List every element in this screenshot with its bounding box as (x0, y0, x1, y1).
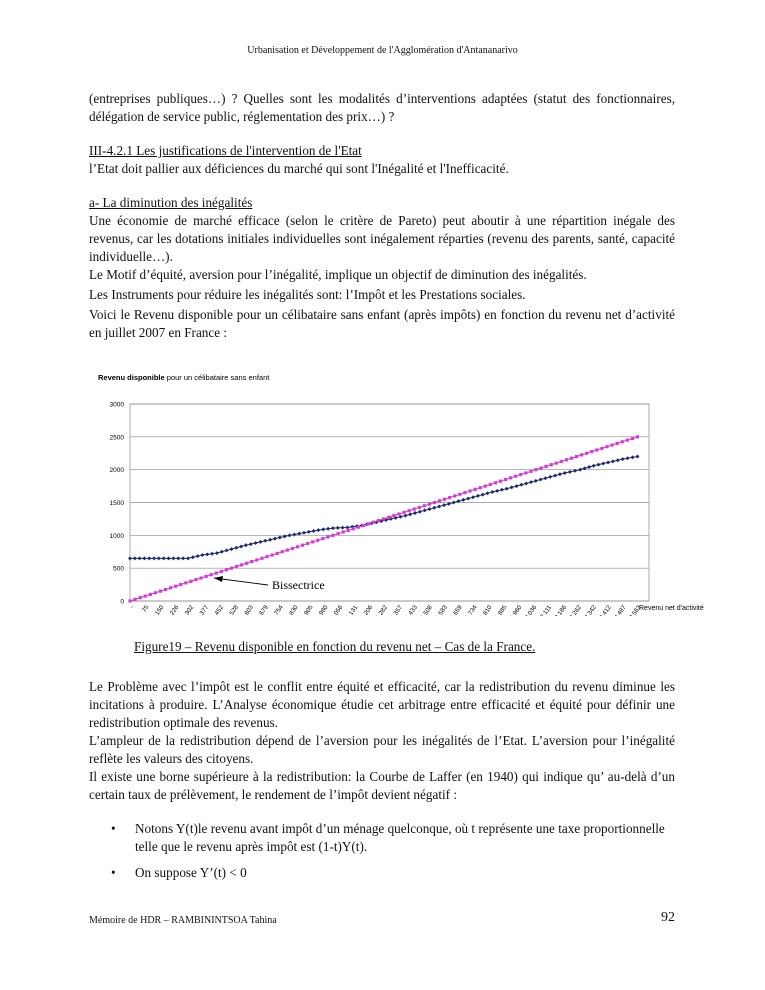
data-point-bissectrice (382, 517, 385, 520)
data-point-bissectrice (610, 443, 613, 446)
data-point-bissectrice (443, 498, 446, 501)
data-point-bissectrice (423, 504, 426, 507)
data-point-bissectrice (362, 524, 365, 527)
data-point-bissectrice (260, 557, 263, 560)
data-point-bissectrice (210, 573, 213, 576)
section-text: l’Etat doit pallier aux déficiences du marché qui sont l'Inégalité et l'Inefficacité. (89, 161, 509, 176)
data-point-bissectrice (387, 516, 390, 519)
x-tick-label: 603 (243, 604, 255, 616)
x-tick-label: 2 186 (553, 604, 569, 616)
data-point-bissectrice (509, 476, 512, 479)
data-point-bissectrice (626, 439, 629, 442)
data-point-bissectrice (565, 458, 568, 461)
data-point-bissectrice (616, 442, 619, 445)
y-tick-label: 1000 (109, 532, 124, 540)
data-point-bissectrice (519, 473, 522, 476)
list-item-text: On suppose Y’(t) < 0 (135, 865, 247, 880)
data-point-bissectrice (418, 506, 421, 509)
annotation-bissectrice: Bissectrice (272, 578, 325, 592)
x-tick-label: 1 206 (359, 604, 375, 616)
data-point-bissectrice (605, 445, 608, 448)
data-point-bissectrice (621, 440, 624, 443)
income-chart (92, 366, 712, 616)
data-point-bissectrice (473, 488, 476, 491)
bullet-marker: • (111, 865, 116, 880)
paragraph-aversion: L’ampleur de la redistribution dépend de l’aversion pour les inégalités de l’Etat. L’aversion pour l’inégalité reflète les valeurs des citoyens. (89, 733, 675, 766)
x-tick-label: 1 810 (478, 604, 494, 616)
data-point-bissectrice (276, 552, 279, 555)
laffer-block (89, 678, 675, 804)
data-point-bissectrice (245, 562, 248, 565)
x-tick-label: 980 (317, 604, 330, 616)
data-point-bissectrice (179, 583, 182, 586)
x-tick-label: - (128, 604, 136, 610)
intro-paragraph: (entreprises publiques…) ? Quelles sont les modalités d’interventions adaptées (statut des fonctionnaires, délégation de service public, réglementation des prix…) ? (89, 91, 675, 124)
x-tick-label: 302 (183, 604, 196, 616)
data-point-bissectrice (458, 493, 461, 496)
figure-caption: Figure19 – Revenu disponible en fonction du revenu net – Cas de la France. (134, 639, 536, 654)
data-point-bissectrice (270, 553, 273, 556)
data-point-bissectrice (144, 594, 147, 597)
x-tick-label: 2 036 (523, 604, 539, 616)
x-tick-label: 226 (168, 604, 181, 616)
paragraph-instruments: Les Instruments pour réduire les inégalités sont: l’Impôt et les Prestations sociales. (89, 287, 526, 302)
data-point-bissectrice (585, 452, 588, 455)
x-tick-label: 1 734 (463, 604, 479, 616)
data-point-bissectrice (235, 565, 238, 568)
x-tick-label: 2 262 (568, 604, 583, 616)
data-point-bissectrice (250, 560, 253, 563)
data-point-bissectrice (560, 460, 563, 463)
data-point-bissectrice (321, 537, 324, 540)
x-tick-label: 830 (288, 604, 300, 616)
data-point-bissectrice (225, 568, 228, 571)
x-tick-label: 1 960 (508, 604, 524, 616)
data-point-bissectrice (189, 580, 192, 583)
data-point-bissectrice (194, 578, 197, 581)
data-point-bissectrice (306, 542, 309, 545)
data-point-bissectrice (347, 529, 350, 532)
data-point-bissectrice (453, 494, 456, 497)
data-point-bissectrice (555, 462, 558, 465)
data-point-bissectrice (504, 478, 507, 481)
data-point-bissectrice (575, 455, 578, 458)
y-tick-label: 0 (120, 598, 124, 606)
data-point-bissectrice (600, 447, 603, 450)
x-tick-label: 1 131 (344, 604, 360, 616)
section-heading: III-4.2.1 Les justifications de l'intervention de l'Etat (89, 143, 362, 158)
data-point-bissectrice (174, 585, 177, 588)
data-point-bissectrice (408, 509, 411, 512)
data-point-bissectrice (184, 581, 187, 584)
list-item-text: Notons Y(t)le revenu avant impôt d’un ménage quelconque, où t représente une taxe proportionnelle telle que le revenu après impôt est (1-t)Y(t). (135, 821, 665, 854)
x-tick-label: 2 563 (628, 604, 643, 616)
x-tick-label: 1 885 (493, 604, 509, 616)
section-block (89, 142, 675, 178)
data-point-bissectrice (169, 586, 172, 589)
data-point-bissectrice (326, 535, 329, 538)
paragraph-problem: Le Problème avec l’impôt est le conflit entre équité et efficacité, car la redistribution du revenu diminue les incitations à produire. L’Analyse économique étudie cet arbitrage entre efficacité et équité pour définir une redistribution optimale des revenus. (89, 679, 675, 730)
data-point-bissectrice (159, 590, 162, 593)
x-tick-label: 754 (273, 604, 285, 616)
data-point-bissectrice (590, 450, 593, 453)
data-point-bissectrice (199, 576, 202, 579)
data-point-bissectrice (281, 550, 284, 553)
data-point-bissectrice (205, 575, 208, 578)
data-point-bissectrice (255, 558, 258, 561)
data-point-bissectrice (331, 534, 334, 537)
y-tick-label: 2000 (109, 467, 124, 475)
data-point-bissectrice (397, 512, 400, 515)
data-point-bissectrice (128, 599, 131, 602)
y-tick-label: 500 (113, 565, 124, 573)
x-tick-label: 2 412 (598, 604, 613, 616)
data-point-bissectrice (595, 448, 598, 451)
data-point-bissectrice (413, 507, 416, 510)
data-point-bissectrice (545, 465, 548, 468)
data-point-bissectrice (484, 484, 487, 487)
data-point-bissectrice (291, 547, 294, 550)
data-point-bissectrice (311, 540, 314, 543)
data-point-bissectrice (539, 466, 542, 469)
list-item (89, 820, 675, 856)
x-tick-label: 905 (302, 604, 315, 616)
data-point-bissectrice (524, 471, 527, 474)
data-point-bissectrice (296, 545, 299, 548)
sub-heading: a- La diminution des inégalités (89, 195, 253, 210)
data-point-bissectrice (286, 549, 289, 552)
x-tick-label: 1 659 (449, 604, 464, 616)
data-point-bissectrice (342, 530, 345, 533)
data-point-bissectrice (133, 598, 136, 601)
data-point-bissectrice (494, 481, 497, 484)
data-point-bissectrice (479, 486, 482, 489)
x-tick-label: 75 (140, 604, 151, 614)
y-tick-label: 1500 (109, 500, 124, 507)
chart-title: Revenu disponible pour un célibataire sans enfant (98, 373, 270, 382)
x-tick-label: 1 433 (404, 604, 419, 616)
data-point-bissectrice (433, 501, 436, 504)
paragraph-laffer: Il existe une borne supérieure à la redistribution: la Courbe de Laffer (en 1940) qui indique qu’ au-delà d’un certain taux de prélèvement, le rendement de l’impôt devient négatif : (89, 769, 675, 802)
paragraph-pareto: Une économie de marché efficace (selon le critère de Pareto) peut aboutir à une répartition inégale des revenus, car les dotations initiales individuelles sont inégalement réparties (revenu des parents, santé, capacité individuelle…). (89, 213, 675, 264)
data-point-bissectrice (636, 435, 639, 438)
inequality-block (89, 194, 675, 342)
x-tick-label: 1 583 (434, 604, 449, 616)
x-tick-label: 2 111 (539, 604, 554, 616)
x-tick-label: 452 (213, 604, 226, 616)
paragraph-equity: Le Motif d’équité, aversion pour l’inégalité, implique un objectif de diminution des inégalités. (89, 267, 587, 282)
data-point-bissectrice (468, 489, 471, 492)
running-header: Urbanisation et Développement de l'Agglomération d'Antananarivo (247, 45, 518, 56)
data-point-bissectrice (357, 526, 360, 529)
x-tick-label: 1 508 (419, 604, 434, 616)
data-point-bissectrice (336, 532, 339, 535)
data-point-bissectrice (240, 563, 243, 566)
x-tick-label: 528 (228, 604, 241, 616)
data-point-bissectrice (550, 463, 553, 466)
x-tick-label: 150 (153, 604, 166, 616)
data-point-bissectrice (428, 503, 431, 506)
data-point-bissectrice (448, 496, 451, 499)
chart-svg (92, 366, 712, 616)
y-tick-label: 3000 (109, 401, 124, 409)
x-axis-label: Revenu net d'activité (639, 605, 704, 612)
page-number: 92 (661, 910, 675, 925)
data-point-bissectrice (154, 591, 157, 594)
x-tick-label: 1 282 (374, 604, 390, 616)
data-point-bissectrice (580, 453, 583, 456)
data-point-bissectrice (301, 544, 304, 547)
x-tick-label: 1 056 (329, 604, 345, 616)
data-point-bissectrice (534, 468, 537, 471)
footer-author: Mémoire de HDR – RAMBININTSOA Tahina (89, 915, 277, 926)
data-point-bissectrice (316, 539, 319, 542)
data-point-bissectrice (149, 593, 152, 596)
data-point-bissectrice (631, 437, 634, 440)
list-item (89, 864, 675, 882)
data-point-bissectrice (352, 527, 355, 530)
x-tick-label: 2 487 (613, 604, 628, 616)
bullet-marker: • (111, 821, 116, 836)
data-point-bissectrice (367, 522, 370, 525)
data-point-bissectrice (139, 596, 142, 599)
data-point-bissectrice (377, 519, 380, 522)
bullet-list (89, 820, 675, 882)
data-point-bissectrice (164, 588, 167, 591)
data-point-bissectrice (265, 555, 268, 558)
data-point-bissectrice (529, 470, 532, 473)
bullet-list-wrap (89, 820, 675, 890)
data-point-bissectrice (402, 511, 405, 514)
y-tick-label: 2500 (109, 434, 124, 442)
x-tick-label: 2 342 (583, 604, 598, 616)
data-point-bissectrice (570, 457, 573, 460)
data-point-bissectrice (463, 491, 466, 494)
data-point-bissectrice (372, 521, 375, 524)
x-tick-label: 1 357 (389, 604, 405, 616)
paragraph-revenu: Voici le Revenu disponible pour un célibataire sans enfant (après impôts) en fonction du revenu net d’activité en juillet 2007 en France : (89, 307, 675, 340)
data-point-bissectrice (489, 483, 492, 486)
data-point-bissectrice (438, 499, 441, 502)
data-point-bissectrice (499, 480, 502, 483)
data-point-bissectrice (230, 567, 233, 570)
x-tick-label: 679 (258, 604, 270, 616)
data-point-bissectrice (220, 570, 223, 573)
data-point-bissectrice (514, 475, 517, 478)
data-point-bissectrice (215, 571, 218, 574)
x-tick-label: 377 (198, 604, 211, 616)
data-point-bissectrice (392, 514, 395, 517)
